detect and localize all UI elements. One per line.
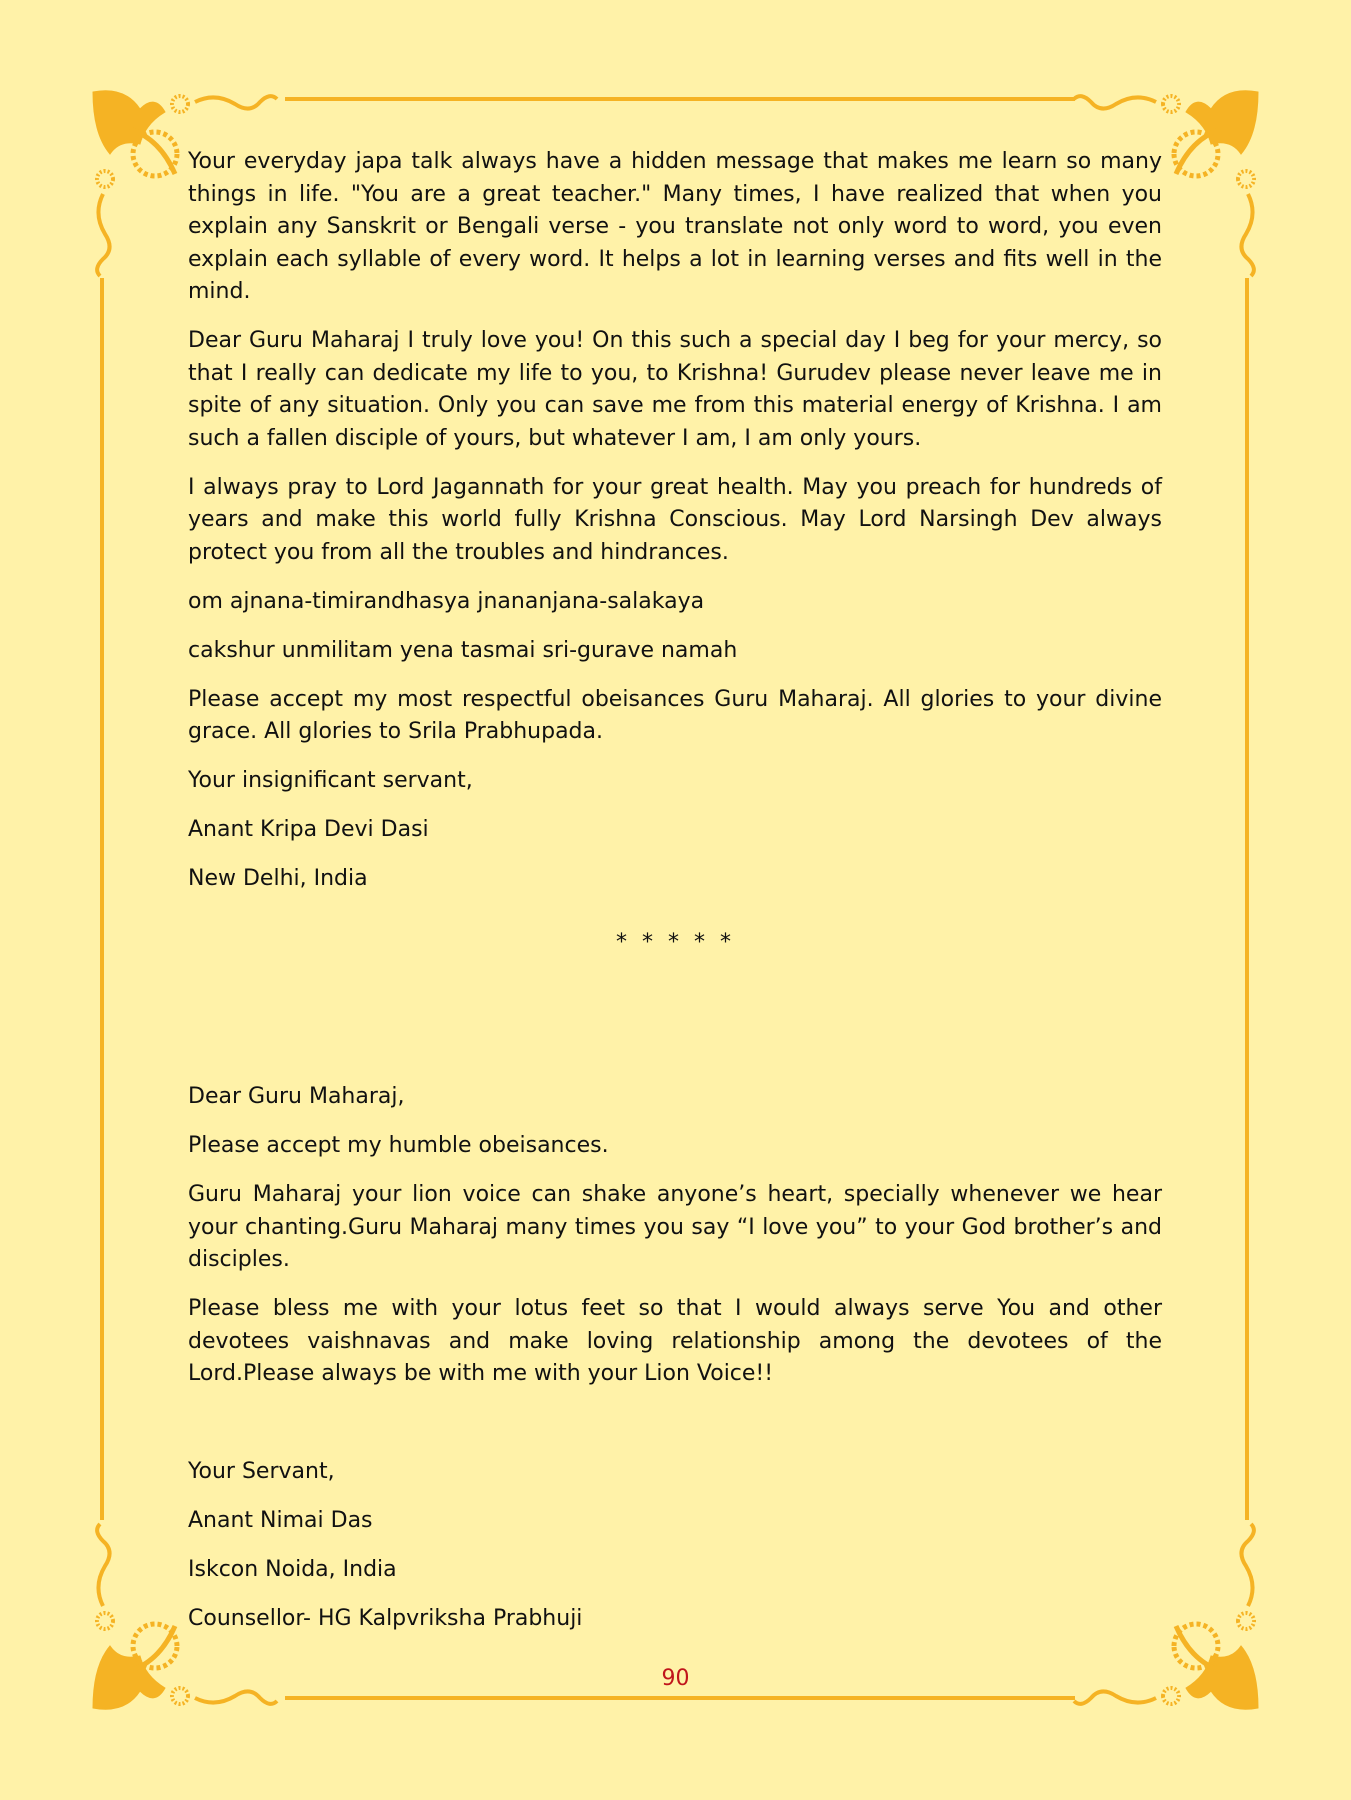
letter-2-signature — [188, 1456, 1162, 1652]
author-name: Anant Kripa Devi Dasi — [188, 817, 429, 842]
border-right-line — [1245, 278, 1249, 1520]
border-top-line — [285, 97, 1075, 101]
paragraph: Your everyday japa talk always have a hidden message that makes me learn so many things in life. "You are a great teacher." Many times, I have realized that when you explain any Sanskrit or Bengali verse - you translate not only word to word, you even explain each syllable of every word. It helps a lot in learning verses and fits well in the mind. — [188, 149, 1162, 304]
closing: Your insignificant servant, — [188, 768, 473, 793]
page-number: 90 — [661, 1666, 690, 1691]
author-location: New Delhi, India — [188, 866, 368, 891]
paragraph: Please bless me with your lotus feet so that I would always serve You and other devotees vaishnavas and make loving relationship among the devotees of the Lord.Please always be with me with your Lion Voice!! — [188, 1296, 1162, 1386]
verse-line: cakshur unmilitam yena tasmai sri-gurave namah — [188, 637, 738, 663]
verse-line: om ajnana-timirandhasya jnananjana-salakaya — [188, 588, 705, 614]
paragraph: Please accept my most respectful obeisances Guru Maharaj. All glories to your divine grace. All glories to Srila Prabhupada. — [188, 686, 1162, 744]
section-separator: * * * * * — [616, 930, 735, 955]
paragraph: I always pray to Lord Jagannath for your great health. May you preach for hundreds of years and make this world fully Krishna Conscious. May Lord Narsingh Dev always protect you from all the troubles and hindrances. — [188, 474, 1162, 565]
paragraph: Dear Guru Maharaj I truly love you! On this such a special day I beg for your mercy, so that I really can dedicate my life to you, to Krishna! Gurudev please never leave me in spite of any situation. Only you can save me from this material energy of Krishna. I am such a fallen disciple of yours, but whatever I am, I am only yours. — [188, 328, 1162, 451]
author-counsellor: Counsellor- HG Kalpvriksha Prabhuji — [188, 1606, 583, 1631]
letter-1 — [188, 146, 1162, 912]
border-left-line — [100, 278, 104, 1520]
author-location: Iskcon Noida, India — [188, 1557, 397, 1582]
paragraph: Please accept my humble obeisances. — [188, 1133, 609, 1158]
border-bottom-line — [285, 1696, 1075, 1700]
author-name: Anant Nimai Das — [188, 1508, 373, 1533]
letter-2 — [188, 1081, 1162, 1407]
paragraph: Guru Maharaj your lion voice can shake anyone’s heart, specially whenever we hear your chanting.Guru Maharaj many times you say “I love you” to your God brother’s and disciples. — [188, 1182, 1162, 1272]
closing: Your Servant, — [188, 1459, 335, 1484]
salutation: Dear Guru Maharaj, — [188, 1084, 405, 1109]
